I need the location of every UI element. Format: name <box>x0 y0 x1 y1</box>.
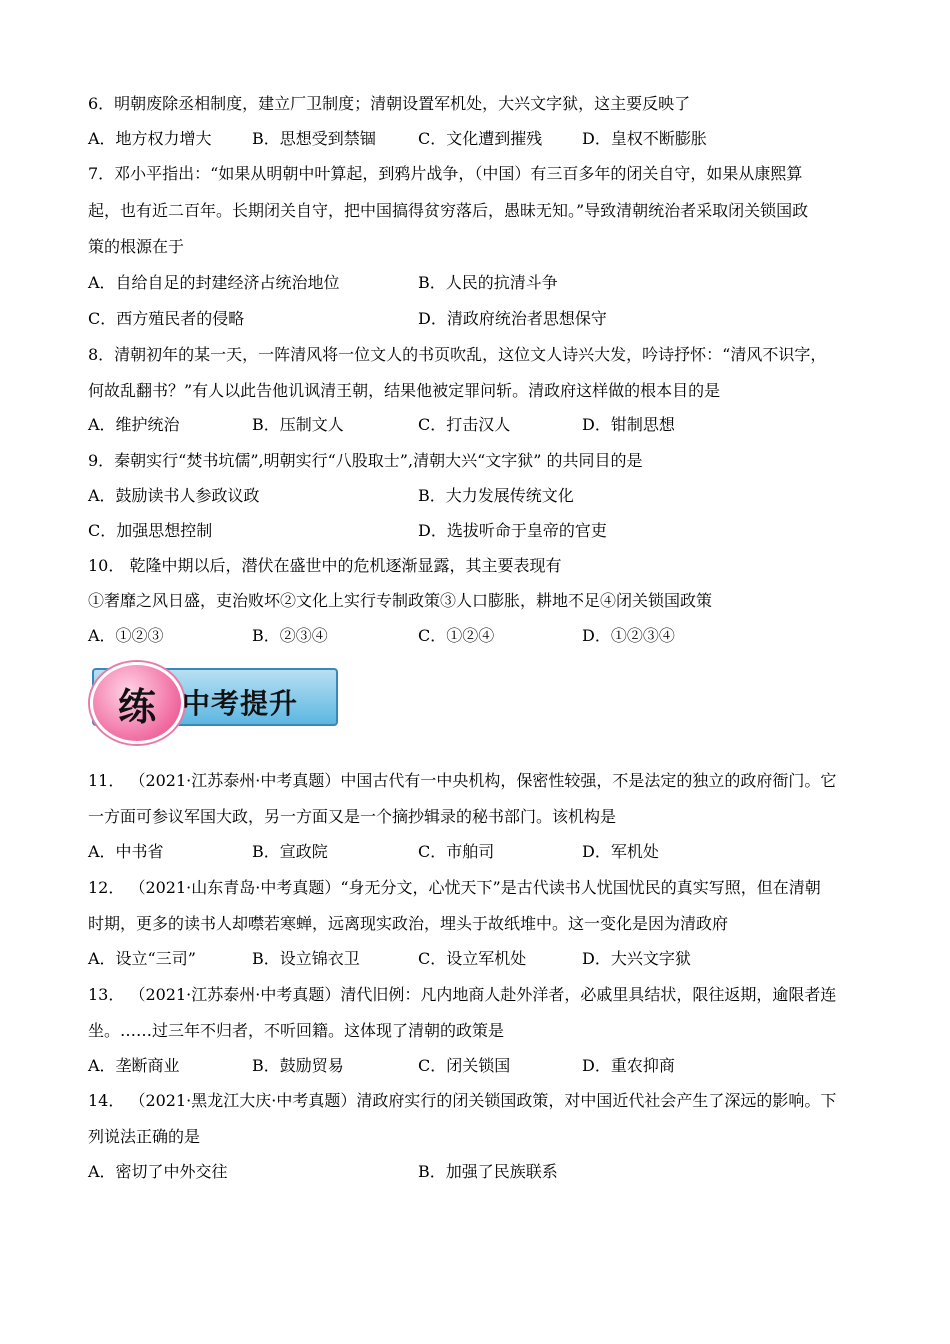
question-11-stem-line-1: 11． （2021·江苏泰州·中考真题）中国古代有一中央机构，保密性较强，不是法定的独立的政府衙门。它 <box>88 771 837 790</box>
question-8-option-c: C．打击汉人 <box>418 415 511 434</box>
question-13-option-a: A．垄断商业 <box>88 1056 180 1075</box>
question-12-option-b: B．设立锦衣卫 <box>252 949 360 968</box>
question-7-option-d: D．清政府统治者思想保守 <box>418 309 607 328</box>
question-7-option-a: A．自给自足的封建经济占统治地位 <box>88 273 340 292</box>
question-8-option-a: A．维护统治 <box>88 415 180 434</box>
question-6-option-d: D．皇权不断膨胀 <box>582 129 707 148</box>
question-12-stem-line-1: 12． （2021·山东青岛·中考真题）“身无分文，心忧天下”是古代读书人忧国忧民的真实写照，但在清朝 <box>88 878 821 897</box>
question-10-statements: ①奢靡之风日盛，吏治败坏②文化上实行专制政策③人口膨胀，耕地不足④闭关锁国政策 <box>88 591 713 610</box>
question-11-stem-line-2: 一方面可参议军国大政，另一方面又是一个摘抄辑录的秘书部门。该机构是 <box>88 807 617 826</box>
question-9-option-a: A．鼓励读书人参政议政 <box>88 486 260 505</box>
section-banner-badge <box>90 662 184 744</box>
question-6-stem: 6．明朝废除丞相制度，建立厂卫制度；清朝设置军机处，大兴文字狱，这主要反映了 <box>88 94 691 113</box>
question-13-option-d: D．重农抑商 <box>582 1056 675 1075</box>
question-11-option-c: C．市舶司 <box>418 842 495 861</box>
question-13-stem-line-2: 坐。……过三年不归者，不听回籍。这体现了清朝的政策是 <box>88 1021 505 1040</box>
question-8-stem-line-2: 何故乱翻书？”有人以此告他讥讽清王朝，结果他被定罪问斩。清政府这样做的根本目的是 <box>88 381 721 400</box>
question-7-stem-line-3: 策的根源在于 <box>88 237 185 256</box>
question-14-option-a: A．密切了中外交往 <box>88 1162 228 1181</box>
question-8-stem-line-1: 8．清朝初年的某一天，一阵清风将一位文人的书页吹乱，这位文人诗兴大发，吟诗抒怀：“清风不识字， <box>88 345 827 364</box>
question-9-option-c: C．加强思想控制 <box>88 521 213 540</box>
question-14-option-b: B．加强了民族联系 <box>418 1162 558 1181</box>
question-8-option-b: B．压制文人 <box>252 415 344 434</box>
question-10-option-d: D．①②③④ <box>582 626 675 645</box>
question-13-option-c: C．闭关锁国 <box>418 1056 511 1075</box>
question-11-option-b: B．宣政院 <box>252 842 328 861</box>
question-7-stem-line-2: 起，也有近二百年。长期闭关自守，把中国搞得贫穷落后，愚昧无知。”导致清朝统治者采取闭关锁国政 <box>88 201 809 220</box>
question-9-option-b: B．大力发展传统文化 <box>418 486 574 505</box>
question-13-stem-line-1: 13． （2021·江苏泰州·中考真题）清代旧例：凡内地商人赴外洋者，必戚里具结状，限往返期，逾限者连 <box>88 985 837 1004</box>
question-6-option-c: C．文化遭到摧残 <box>418 129 543 148</box>
question-9-option-d: D．选拔听命于皇帝的官吏 <box>418 521 607 540</box>
question-6-option-a: A．地方权力增大 <box>88 129 212 148</box>
question-11-option-d: D．军机处 <box>582 842 659 861</box>
question-12-stem-line-2: 时期，更多的读书人却噤若寒蝉，远离现实政治，埋头于故纸堆中。这一变化是因为清政府 <box>88 914 729 933</box>
question-12-option-d: D．大兴文字狱 <box>582 949 691 968</box>
question-9-stem: 9．秦朝实行“焚书坑儒”,明朝实行“八股取士”,清朝大兴“文字狱” 的共同目的是 <box>88 451 643 470</box>
question-10-option-c: C．①②④ <box>418 626 495 645</box>
question-7-option-c: C．西方殖民者的侵略 <box>88 309 245 328</box>
question-14-stem-line-1: 14． （2021·黑龙江大庆·中考真题）清政府实行的闭关锁国政策，对中国近代社会产生了深远的影响。下 <box>88 1091 837 1110</box>
question-12-option-c: C．设立军机处 <box>418 949 527 968</box>
question-14-stem-line-2: 列说法正确的是 <box>88 1127 201 1146</box>
question-12-option-a: A．设立“三司” <box>88 949 196 968</box>
section-banner-title: 中考提升 <box>182 687 299 720</box>
question-7-stem-line-1: 7．邓小平指出：“如果从明朝中叶算起，到鸦片战争，（中国）有三百多年的闭关自守，如果从康熙算 <box>88 164 803 183</box>
section-banner-char: 练 <box>117 683 156 729</box>
section-banner <box>90 660 340 740</box>
question-7-option-b: B．人民的抗清斗争 <box>418 273 558 292</box>
question-6-option-b: B．思想受到禁锢 <box>252 129 376 148</box>
question-10-option-b: B．②③④ <box>252 626 328 645</box>
question-10-stem: 10． 乾隆中期以后，潜伏在盛世中的危机逐渐显露，其主要表现有 <box>88 556 562 575</box>
question-8-option-d: D．钳制思想 <box>582 415 675 434</box>
question-11-option-a: A．中书省 <box>88 842 164 861</box>
question-13-option-b: B．鼓励贸易 <box>252 1056 344 1075</box>
question-10-option-a: A．①②③ <box>88 626 164 645</box>
